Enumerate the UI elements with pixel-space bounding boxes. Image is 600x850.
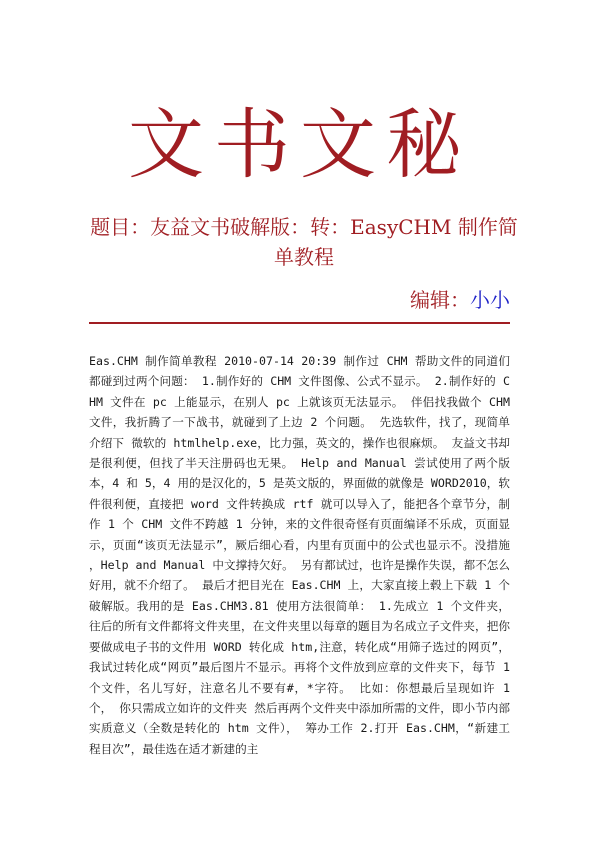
article-body: Eas.CHM 制作简单教程 2010-07-14 20:39 制作过 CHM 帮助文件的同道们都碰到过两个问题： 1.制作好的 CHM 文件图像、公式不显示。 2.制作好的 CHM 文件在 pc 上能显示，在别人 pc 上就该页无法显示。 伴侣找我做个 CHM 文件，我折腾了一下战书，就碰到了上边 2 个问题。 先选软件，找了，现简单介绍下 微软的 htmlhelp.exe，比力强，英文的，操作也很麻烦。 友益文书却是很利便，但找了半天注册码也无果。 Help and Manual 尝试使用了两个版本，4 和 5，4 用的是汉化的，5 是英文版的，界面做的就像是 WORD2010，软件很利便，直接把 word 文件转换成 rtf 就可以导入了，能把各个章节分，制作 1 个 CHM 文件不跨越 1 分钟，来的文件很奇怪有页面编译不乐成，页面显示，页面“该页无法显示”，厥后细心看，内里有页面中的公式也显示不。没措施 ，Help and Manual 中文撑持欠好。 另有都试过，也许是操作失误，都不怎么好用，就不介绍了。 最后才把目光在 Eas.CHM 上，大家直接上毂上下载 1 个破解版。我用的是 Eas.CHM3.81 使用方法很简单： 1.先成立 1 个文件夹，往后的所有文件都将文件夹里，在文件夹里以每章的题目为名成立子文件夹，把你要做成电子书的文件用 WORD 转化成 htm,注意，转化成“用筛子选过的网页”，我试过转化成“网页”最后图片不显示。再将个文件放到应章的文件夹下，每节 1 个文件，名儿写好，注意名儿不要有#，*字符。 比如：你想最后呈现如许 1 个， 你只需成立如许的文件夹 然后再两个文件夹中添加所需的文件，即小节内部实质意义（全数是转化的 htm 文件）， 筹办工作 2.打开 Eas.CHM，“新建工程目次”，最佳选在适才新建的主	[89, 354, 510, 756]
editor-line	[410, 285, 510, 315]
editor-label: 编辑：	[410, 288, 470, 312]
editor-name: 小小	[470, 288, 510, 312]
header-divider	[89, 322, 510, 324]
article-title: 题目：友益文书破解版：转：EasyCHM 制作简单教程	[90, 215, 518, 269]
masthead-title: 文书文秘	[128, 100, 472, 189]
